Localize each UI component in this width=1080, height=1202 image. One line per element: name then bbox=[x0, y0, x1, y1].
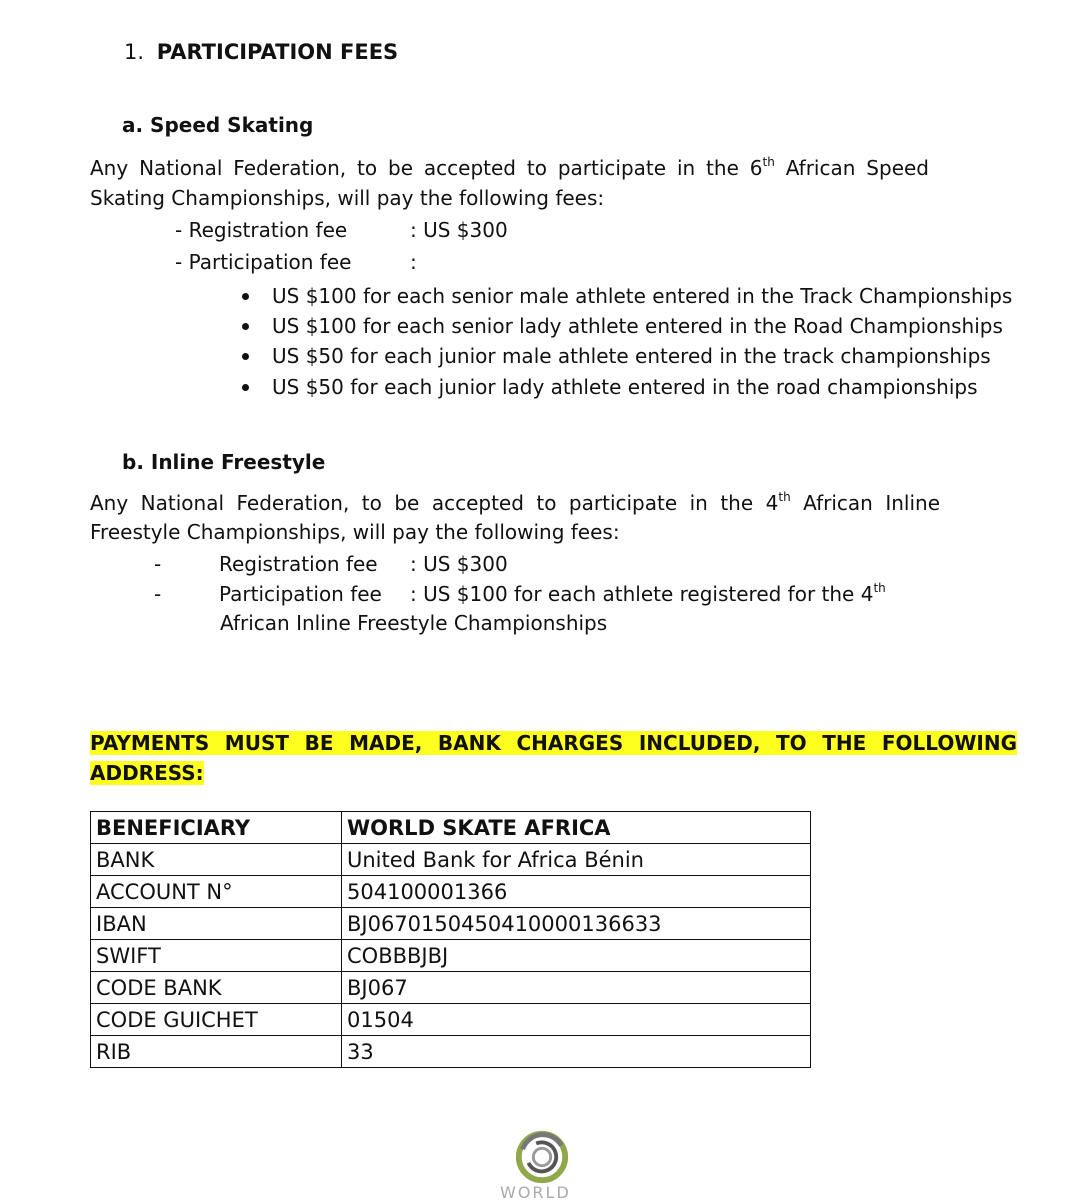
speed-registration-value: : US $300 bbox=[410, 218, 508, 242]
payment-notice-highlight: PAYMENTS MUST BE MADE, BANK CHARGES INCLUDED, TO THE FOLLOWING bbox=[90, 731, 1017, 755]
fee-bullet-item: US $100 for each senior male athlete entered in the Track Championships bbox=[272, 284, 1013, 308]
dash-marker: - bbox=[154, 582, 162, 606]
speed-intro-line1 bbox=[90, 156, 929, 180]
speed-participation-label: - Participation fee bbox=[175, 250, 352, 274]
bank-details-table bbox=[90, 811, 811, 1068]
world-skate-logo-icon bbox=[513, 1128, 571, 1186]
freestyle-registration-value: : US $300 bbox=[410, 552, 508, 576]
table-row bbox=[91, 1004, 811, 1036]
table-cell-value: COBBBJBJ bbox=[342, 940, 811, 972]
section-heading bbox=[124, 40, 398, 64]
freestyle-participation-text: : US $100 for each athlete registered for the 4 bbox=[410, 582, 874, 606]
table-cell-label: BANK bbox=[91, 844, 342, 876]
dash-marker: - bbox=[154, 552, 162, 576]
speed-intro-line2: Skating Championships, will pay the following fees: bbox=[90, 186, 605, 210]
table-cell-value: BJ0670150450410000136633 bbox=[342, 908, 811, 940]
bullet-icon bbox=[242, 353, 249, 360]
speed-intro-text-end: African Speed bbox=[774, 156, 929, 180]
table-cell-label: SWIFT bbox=[91, 940, 342, 972]
bullet-icon bbox=[242, 323, 249, 330]
freestyle-participation-label: Participation fee bbox=[219, 582, 382, 606]
speed-registration-label: - Registration fee bbox=[175, 218, 348, 242]
fee-bullet-item: US $50 for each junior male athlete entered in the track championships bbox=[272, 344, 991, 368]
payment-notice-highlight: ADDRESS: bbox=[90, 761, 204, 785]
fee-bullet-item: US $100 for each senior lady athlete entered in the Road Championships bbox=[272, 314, 1003, 338]
freestyle-intro-text: Any National Federation, to be accepted to participate in the 4 bbox=[90, 491, 779, 515]
section-number: 1. bbox=[124, 40, 145, 64]
payment-notice-line2 bbox=[90, 761, 204, 785]
speed-intro-text: Any National Federation, to be accepted to participate in the 6 bbox=[90, 156, 763, 180]
table-cell-value: 504100001366 bbox=[342, 876, 811, 908]
freestyle-registration-label: Registration fee bbox=[219, 552, 378, 576]
table-cell-label: CODE GUICHET bbox=[91, 1004, 342, 1036]
table-row bbox=[91, 908, 811, 940]
payment-notice-line1 bbox=[90, 731, 1017, 755]
table-cell-value: BJ067 bbox=[342, 972, 811, 1004]
inline-freestyle-heading: b. Inline Freestyle bbox=[122, 450, 326, 474]
table-cell-label: IBAN bbox=[91, 908, 342, 940]
freestyle-intro-line1 bbox=[90, 491, 940, 515]
section-title: PARTICIPATION FEES bbox=[156, 40, 399, 64]
table-row bbox=[91, 812, 811, 844]
fee-bullet-item: US $50 for each junior lady athlete entered in the road championships bbox=[272, 375, 978, 399]
logo-text: WORLD bbox=[500, 1183, 571, 1202]
table-cell-value: United Bank for Africa Bénin bbox=[342, 844, 811, 876]
table-row bbox=[91, 940, 811, 972]
table-row bbox=[91, 1036, 811, 1068]
freestyle-intro-line2: Freestyle Championships, will pay the following fees: bbox=[90, 520, 620, 544]
speed-skating-heading: a. Speed Skating bbox=[122, 113, 314, 137]
table-cell-label: ACCOUNT N° bbox=[91, 876, 342, 908]
table-cell-value: WORLD SKATE AFRICA bbox=[342, 812, 811, 844]
freestyle-intro-text-end: African Inline bbox=[790, 491, 940, 515]
speed-intro-superscript: th bbox=[762, 155, 775, 169]
freestyle-participation-superscript: th bbox=[873, 581, 886, 595]
freestyle-participation-continued: African Inline Freestyle Championships bbox=[220, 611, 608, 635]
table-cell-label: RIB bbox=[91, 1036, 342, 1068]
table-row bbox=[91, 844, 811, 876]
bullet-icon bbox=[242, 293, 249, 300]
table-row bbox=[91, 972, 811, 1004]
freestyle-intro-superscript: th bbox=[778, 490, 791, 504]
table-cell-value: 01504 bbox=[342, 1004, 811, 1036]
table-cell-value: 33 bbox=[342, 1036, 811, 1068]
freestyle-participation-value bbox=[410, 582, 886, 606]
table-row bbox=[91, 876, 811, 908]
speed-participation-value: : bbox=[410, 250, 417, 274]
table-cell-label: CODE BANK bbox=[91, 972, 342, 1004]
bullet-icon bbox=[242, 384, 249, 391]
table-cell-label: BENEFICIARY bbox=[91, 812, 342, 844]
